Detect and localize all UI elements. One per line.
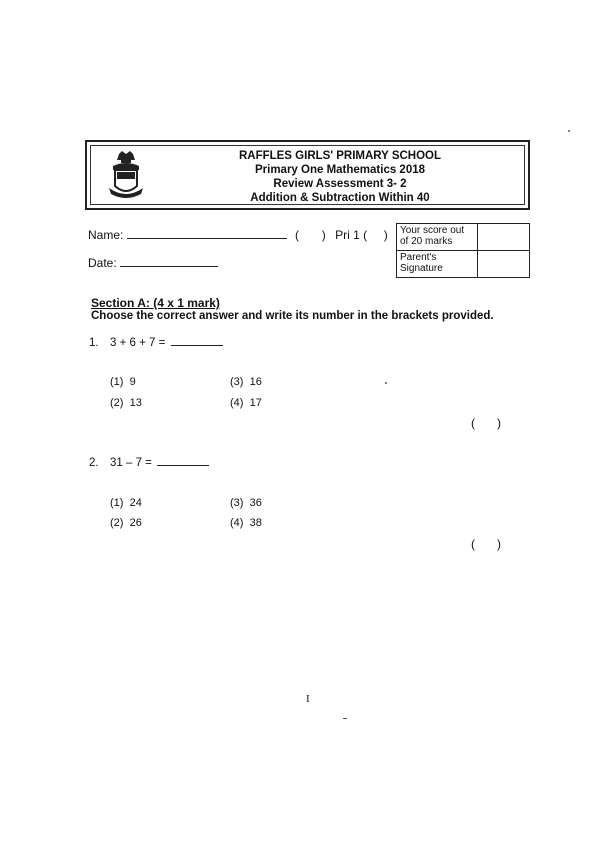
option-label: (1): [110, 376, 124, 388]
option-label: (4): [230, 397, 244, 409]
question-1: [110, 337, 223, 349]
option-label: (1): [110, 497, 124, 509]
bracket-close: ): [497, 416, 501, 430]
scan-speck: [343, 718, 347, 719]
question-2-text: 31 – 7 =: [110, 457, 152, 469]
score-value-cell[interactable]: [478, 224, 530, 251]
score-label-cell: [397, 224, 478, 251]
index-open: (: [295, 228, 300, 242]
score-label-line2: of 20 marks: [400, 236, 453, 247]
assessment-title: Review Assessment 3- 2: [273, 178, 407, 190]
date-row: [88, 256, 218, 270]
option-value: 26: [129, 517, 142, 529]
subject-title: Primary One Mathematics 2018: [254, 164, 426, 176]
option-value: 38: [249, 517, 262, 529]
option-value: 24: [129, 497, 142, 509]
index-close: ): [321, 228, 326, 242]
q1-option-1: [110, 376, 136, 388]
question-1-text: 3 + 6 + 7 =: [110, 337, 166, 349]
question-2: [110, 457, 209, 469]
q2-option-2: [110, 517, 142, 529]
q2-option-1: [110, 497, 142, 509]
score-label-line1: Your score out: [400, 225, 465, 236]
option-label: (2): [110, 397, 124, 409]
q1-option-2: [110, 397, 142, 409]
option-label: (3): [230, 376, 244, 388]
signature-label-line1: Parent's: [400, 252, 437, 263]
bracket-open: (: [471, 416, 475, 430]
date-label: Date:: [88, 256, 117, 270]
section-title: Section A: (4 x 1 mark): [91, 296, 220, 310]
q2-option-4: [230, 517, 262, 529]
question-2-answer-blank[interactable]: [157, 465, 209, 466]
page-mark: I: [306, 693, 310, 705]
bracket-close: ): [497, 537, 501, 551]
q1-option-3: [230, 376, 262, 388]
school-crest-icon: [107, 150, 145, 200]
section-instruction: Choose the correct answer and write its number in the brackets provided.: [91, 310, 494, 322]
scan-speck: [568, 130, 570, 132]
class-close: ): [383, 228, 388, 242]
option-label: (2): [110, 517, 124, 529]
scan-speck: [385, 382, 387, 384]
option-value: 17: [249, 397, 262, 409]
question-1-answer-blank[interactable]: [171, 345, 223, 346]
question-1-number: 1.: [89, 337, 99, 349]
topic-title: Addition & Subtraction Within 40: [250, 192, 430, 204]
signature-label-line2: Signature: [400, 263, 443, 274]
q2-option-3: [230, 497, 262, 509]
signature-row: [397, 251, 530, 278]
date-field[interactable]: [120, 266, 218, 267]
option-value: 13: [129, 397, 142, 409]
question-2-number: 2.: [89, 457, 99, 469]
question-2-answer-bracket[interactable]: [471, 537, 501, 551]
option-label: (3): [230, 497, 244, 509]
bracket-open: (: [471, 537, 475, 551]
option-value: 16: [249, 376, 262, 388]
score-table: [396, 223, 530, 278]
school-name: RAFFLES GIRLS' PRIMARY SCHOOL: [238, 150, 442, 162]
signature-value-cell[interactable]: [478, 251, 530, 278]
class-label: Pri 1 (: [335, 228, 368, 242]
option-value: 36: [249, 497, 262, 509]
option-label: (4): [230, 517, 244, 529]
name-label: Name:: [88, 228, 124, 242]
score-row: [397, 224, 530, 251]
name-row: [88, 228, 388, 242]
option-value: 9: [129, 376, 136, 388]
name-field[interactable]: [127, 238, 287, 239]
q1-option-4: [230, 397, 262, 409]
signature-label-cell: [397, 251, 478, 278]
question-1-answer-bracket[interactable]: [471, 416, 501, 430]
